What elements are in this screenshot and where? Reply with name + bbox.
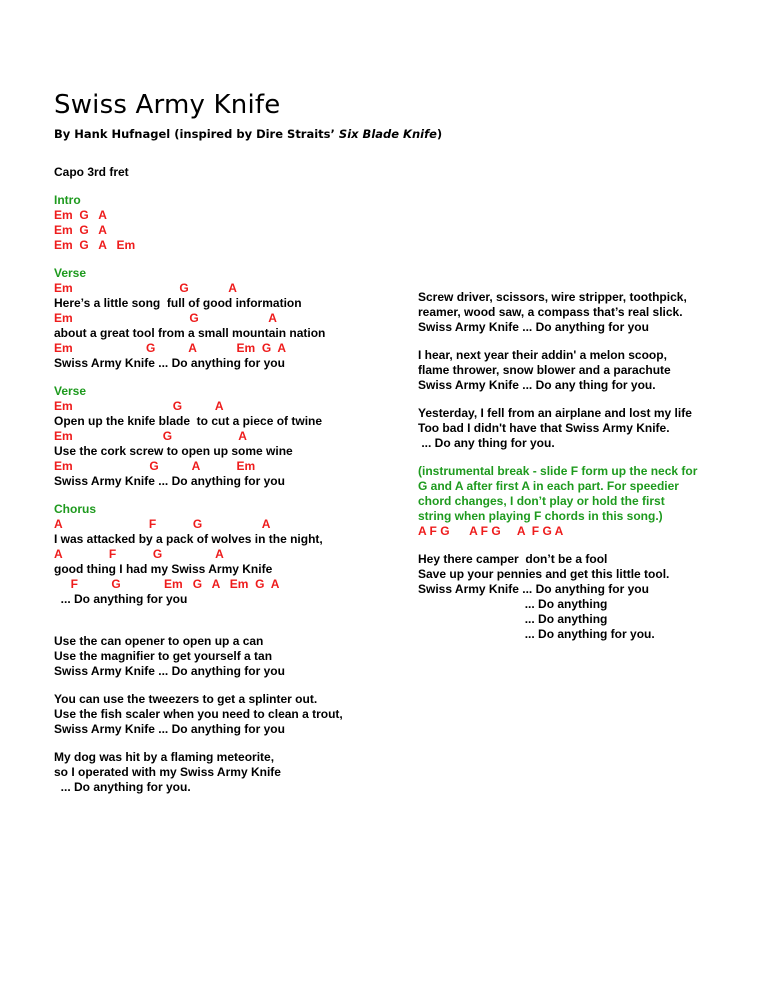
section-heading: Verse: [54, 384, 87, 398]
instrumental-note: chord changes, I don’t play or hold the first: [418, 494, 665, 508]
lyric-line: Hey there camper don’t be a fool: [418, 552, 608, 566]
chord-line: Em G A: [54, 281, 237, 295]
instrumental-note: G and A after first A in each part. For speedier: [418, 479, 679, 493]
lyric-line: Swiss Army Knife ... Do anything for you: [54, 664, 285, 678]
lyric-line: Capo 3rd fret: [54, 165, 129, 179]
lyric-line: Screw driver, scissors, wire stripper, toothpick,: [418, 290, 687, 304]
chord-line: Em G A: [54, 208, 107, 222]
section-heading: Verse: [54, 266, 87, 280]
byline-prefix: By Hank Hufnagel (inspired by Dire Straits’: [54, 127, 339, 141]
lyric-line: Use the magnifier to get yourself a tan: [54, 649, 273, 663]
lyric-line: You can use the tweezers to get a splinter out.: [54, 692, 318, 706]
lyric-line: Open up the knife blade to cut a piece of twine: [54, 414, 323, 428]
lyric-line: Save up your pennies and get this little tool.: [418, 567, 670, 581]
lyric-line: ... Do anything for you.: [418, 627, 655, 641]
lyric-line: about a great tool from a small mountain nation: [54, 326, 326, 340]
lyric-line: Here’s a little song full of good information: [54, 296, 302, 310]
lyric-line: flame thrower, snow blower and a parachute: [418, 363, 671, 377]
lyric-line: Too bad I didn't have that Swiss Army Knife.: [418, 421, 670, 435]
chord-line: A F G A: [54, 547, 224, 561]
lyric-line: Swiss Army Knife ... Do any thing for you.: [418, 378, 656, 392]
byline-suffix: ): [436, 127, 443, 141]
lyric-line: Swiss Army Knife ... Do anything for you: [418, 582, 649, 596]
section-heading: Intro: [54, 193, 81, 207]
lyric-line: ... Do anything for you: [54, 592, 188, 606]
instrumental-note: (instrumental break - slide F form up the neck for: [418, 464, 698, 478]
lyric-line: so I operated with my Swiss Army Knife: [54, 765, 281, 779]
instrumental-note: string when playing F chords in this song.): [418, 509, 663, 523]
lyric-line: I hear, next year their addin' a melon scoop,: [418, 348, 667, 362]
lyric-line: ... Do anything for you.: [54, 780, 191, 794]
chord-line: Em G A: [54, 223, 107, 237]
chord-line: Em G A: [54, 399, 224, 413]
lyric-line: Yesterday, I fell from an airplane and lost my life: [418, 406, 692, 420]
chord-line: A F G A F G A F G A: [418, 524, 564, 538]
lyric-line: ... Do anything: [418, 612, 608, 626]
lyric-line: I was attacked by a pack of wolves in the night,: [54, 532, 323, 546]
lyric-line: good thing I had my Swiss Army Knife: [54, 562, 273, 576]
chord-line: Em G A Em G A: [54, 341, 287, 355]
lyric-line: My dog was hit by a flaming meteorite,: [54, 750, 275, 764]
section-heading: Chorus: [54, 502, 96, 516]
chord-line: Em G A: [54, 429, 247, 443]
lyric-line: Use the fish scaler when you need to clean a trout,: [54, 707, 343, 721]
lyric-line: Swiss Army Knife ... Do anything for you: [418, 320, 649, 334]
lyric-line: reamer, wood saw, a compass that’s real slick.: [418, 305, 683, 319]
chord-line: F G Em G A Em G A: [54, 577, 280, 591]
lyric-line: Swiss Army Knife ... Do anything for you: [54, 356, 285, 370]
chord-line: Em G A Em: [54, 459, 256, 473]
byline-source-song: Six Blade Knife: [338, 127, 437, 141]
lyric-line: Use the can opener to open up a can: [54, 634, 264, 648]
chord-line: A F G A: [54, 517, 271, 531]
lyric-line: ... Do anything: [418, 597, 608, 611]
lyric-line: Swiss Army Knife ... Do anything for you: [54, 722, 285, 736]
lyric-line: Swiss Army Knife ... Do anything for you: [54, 474, 285, 488]
song-title: Swiss Army Knife: [54, 90, 281, 120]
chord-line: Em G A Em: [54, 238, 136, 252]
lyric-line: Use the cork screw to open up some wine: [54, 444, 293, 458]
chord-line: Em G A: [54, 311, 277, 325]
byline: [54, 127, 442, 141]
lyric-line: ... Do any thing for you.: [418, 436, 555, 450]
